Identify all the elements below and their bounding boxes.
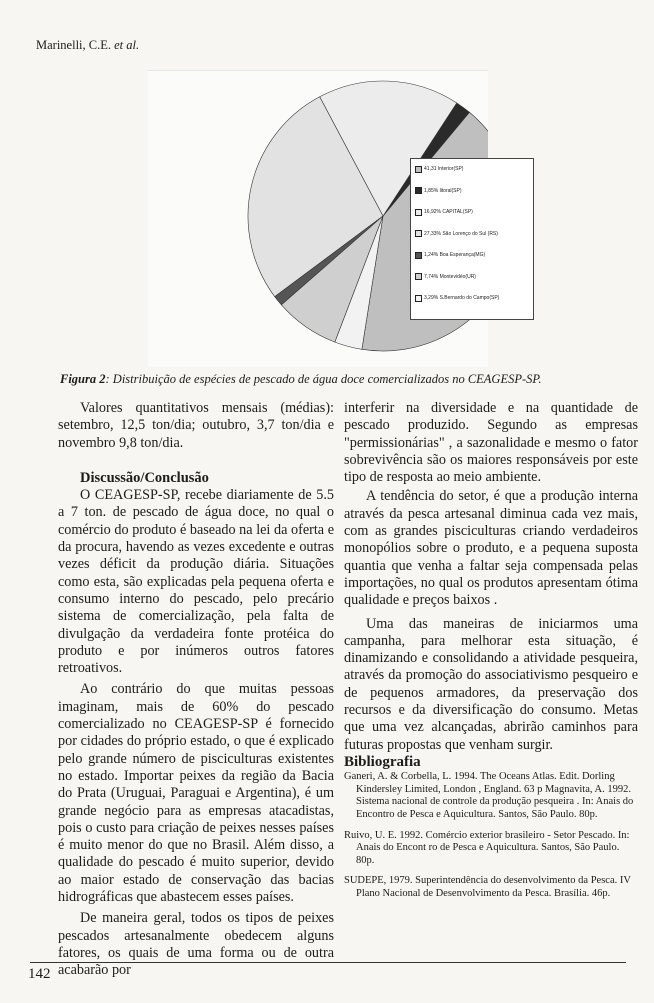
reference-item: Ganeri, A. & Corbella, L. 1994. The Oceans Atlas. Edit. Dorling Kindersley Limited, London , England. 63 p Magnavita, A. 1992. Sistema nacional de controle da produção pesqueira . In: Anais do Encontro de Pesca e Aquicultura. Santos, São Paulo. 80p. [344,771,634,821]
reference-item: Ruivo, U. E. 1992. Comércio exterior brasileiro - Setor Pescado. In: Anais do Encont ro de Pesca e Aquicultura. Santos, São Paulo. 80p. [344,829,630,866]
footer-rule [30,962,626,963]
legend-label: 3,29% S.Bernardo do Campo(SP) [424,295,500,301]
figure-label: Figura 2 [60,372,106,386]
legend-item [415,187,462,195]
legend-swatch [415,295,422,302]
legend-label: 16,92% CAPITAL(SP) [424,209,473,215]
header-etal: et al. [114,38,140,52]
legend-item [415,251,485,259]
section-heading-discussion: Discussão/Conclusão [80,469,209,486]
legend-label: 1,85% litoral(SP) [424,187,462,194]
legend-swatch [415,252,422,259]
page-number: 142 [28,966,51,982]
paragraph-monthly-values: Valores quantitativos mensais (médias): setembro, 12,5 ton/dia; outubro, 3,7 ton/dia e novembro 9,8 ton/dia. [58,400,334,451]
legend-swatch [415,209,422,216]
legend-swatch [415,187,422,194]
legend-label: 27,33% São Lorenço do Sul (RS) [424,230,498,237]
bibliography-heading: Bibliografia [344,753,421,770]
paragraph-discussion-3: De maneira geral, todos os tipos de peixes pescados artesanalmente obedecem alguns fatores, os quais de uma forma ou de outra acabarão por [58,910,334,979]
legend-item [415,294,499,302]
legend-item [415,273,476,281]
reference-item: SUDEPE, 1979. Superintendência do desenvolvimento da Pesca. IV Plano Nacional de Desenvolvimento da Pesca. Brasília. 46p. [344,875,631,899]
paragraph-discussion-2: Ao contrário do que muitas pessoas imaginam, mais de 60% do pescado comercializado no CEAGESP-SP é fornecido por cidades do próprio estado, o que é explicado pelo grande número de pisciculturas existentes no estado. Importar peixes da região da Bacia do Prata (Uruguai, Paraguai e Argentina), é um grande negócio para as empresas atacadistas, pois o custo para criação de peixes nesses países é muito menor do que no Brasil. Além disso, a qualidade do pescado é muito superior, devido ao maior estado de conservação das bacias hidrográficas que abastecem esses países. [58,681,334,906]
legend-item [415,165,463,173]
legend-swatch [415,166,422,173]
paragraph-discussion-1: O CEAGESP-SP, recebe diariamente de 5.5 a 7 ton. de pescado de água doce, no qual o comércio do produto é baseado na lei da oferta e da procura, havendo as vezes excedente e outras vezes déficit da produção diária. Situações como esta, são explicadas pela pequena oferta e consumo interno do pescado, pelo precário sistema de comercialização, pela falta de divulgação da verdadeira fonte protéica do produto e por inúmeros outros fatores retroativos. [58,487,334,677]
legend-item [415,208,473,216]
figure-caption [60,372,620,387]
legend-swatch [415,230,422,237]
paragraph-campaign: Uma das maneiras de iniciarmos uma campanha, para melhorar esta situação, é dinamizando e consolidando a atividade pesqueira, através da promoção do associativismo pesqueiro e de pequenos armadores, da preservação dos recursos e da diversificação do consumo. Metas que uma vez alcançadas, abrirão caminhos para futuras propostas que venham surgir. [344,615,638,753]
legend-swatch [415,273,422,280]
legend-item [415,230,498,238]
chart-legend [410,158,534,320]
legend-label: 1,24% Boa Esperança(MG) [424,252,486,258]
running-header [36,38,139,53]
legend-label: 7,74% Montevidéo(UR) [424,273,476,280]
paragraph-continued: interferir na diversidade e na quantidade de pescado produzido. Segundo as empresas "permissionárias" , a sazonalidade e mesmo o fator sobrevivência são os maiores responsáveis por este tipo de resposta ao meio ambiente. [344,400,638,486]
paragraph-trend: A tendência do setor, é que a produção interna através da pesca artesanal diminua cada vez mais, com as grandes pisciculturas criando verdadeiros monopólios sobre o produto, e a pequena suposta quantia que venha a faltar seja compensada pelas importações, no qual os produtos apresentam ótima qualidade e preços baixos . [344,488,638,609]
legend-label: 41,31 Interior(SP) [424,166,464,172]
figure-caption-text: : Distribuição de espécies de pescado de água doce comercializados no CEAGESP-SP. [105,372,542,386]
left-column [58,400,334,980]
right-column [344,400,638,901]
header-author: Marinelli, C.E. [36,38,111,52]
